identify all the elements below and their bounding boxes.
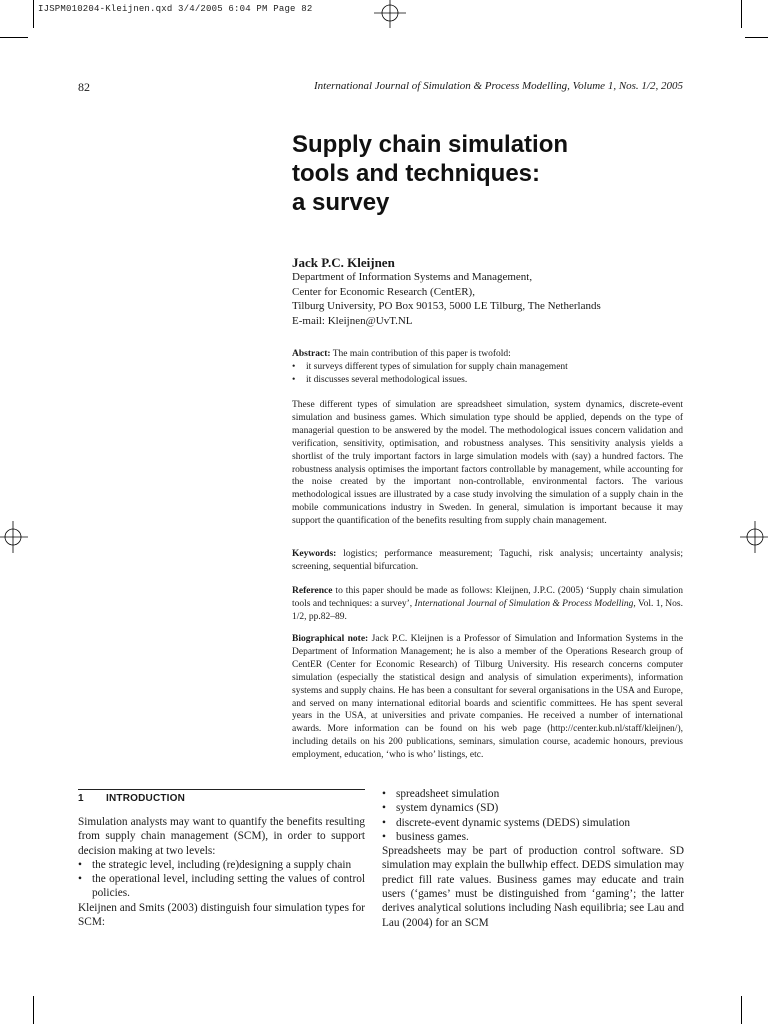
reference-note — [292, 585, 683, 624]
intro-paragraph-2: Kleijnen and Smits (2003) distinguish four simulation types for SCM: — [78, 901, 365, 929]
crop-mark-bottom-left-v — [33, 996, 34, 1024]
author-name: Jack P.C. Kleijnen — [292, 255, 395, 270]
keywords — [292, 548, 683, 574]
keywords-label: Keywords: — [292, 549, 337, 559]
crop-mark-top-right-h — [745, 37, 768, 38]
registration-mark-right-icon — [738, 517, 768, 557]
abstract-intro: The main contribution of this paper is twofold: — [330, 349, 511, 359]
reference-text-2: , Vol. 1, Nos. 1/2, pp.82–89. — [292, 598, 683, 622]
page-number: 82 — [78, 80, 90, 94]
author-affiliation-1: Department of Information Systems and Management, — [292, 271, 533, 283]
section-heading — [78, 793, 185, 804]
right-paragraph: Spreadsheets may be part of production control software. SD simulation may explain the bullwhip effect. DEDS simulation may predict fill rate values. Business games may educate and train users (‘games’ must be distinguished from ‘gaming’; the latter derives analytical solutions including Nash equilibria; see Lau and Lau (2004) for an SCM — [382, 845, 684, 929]
decision-levels-list — [78, 858, 365, 901]
reference-label: Reference — [292, 586, 333, 596]
simulation-types-list — [382, 787, 684, 844]
section-title: INTRODUCTION — [106, 793, 186, 804]
crop-mark-top-right-v — [741, 0, 742, 28]
title-line-1: Supply chain simulation — [292, 131, 569, 158]
registration-mark-top-icon — [370, 0, 410, 30]
list-item: • it discusses several methodological issues. — [292, 374, 683, 387]
list-item: • the operational level, including setting the values of control policies. — [78, 872, 365, 901]
section-rule — [78, 789, 365, 790]
bio-text: Jack P.C. Kleijnen is a Professor of Simulation and Information Systems in the Department of Information Management; he is also a member of the Operations Research group of CentER (Center for Economic Research) of Tilburg University. His research concerns computer simulation (especially the statistical design and analysis of simulation experiments), information systems and supply chains. He has been a consultant for several organisations in the USA and Europe, and served on many international editorial boards and scientific committees. He has spent several years in the USA, at universities and private companies. He received a number of international awards. More information can be found on his web page (http://center.kub.nl/staff/kleijnen/), including details on his 200 publications, seminars, simulation course, academic honours, previous employment, education, ‘who is who’ listings, etc. — [292, 634, 684, 761]
author-address: Tilburg University, PO Box 90153, 5000 LE Tilburg, The Netherlands — [292, 300, 601, 312]
running-header-journal: International Journal of Simulation & Process Modelling, Volume 1, Nos. 1/2, 2005 — [314, 80, 683, 92]
author-block — [292, 255, 712, 328]
abstract — [292, 348, 683, 387]
crop-mark-bottom-right-v — [741, 996, 742, 1024]
crop-mark-top-left-h — [0, 37, 28, 38]
right-column — [382, 787, 684, 930]
left-column — [78, 815, 365, 929]
crop-mark-top-left-v — [33, 0, 34, 28]
list-item: • discrete-event dynamic systems (DEDS) simulation — [382, 816, 684, 830]
author-affiliation-2: Center for Economic Research (CentER), — [292, 285, 475, 298]
abstract-label: Abstract: — [292, 349, 331, 359]
keywords-text: logistics; performance measurement; Taguchi, risk analysis; uncertainty analysis; screening, sequential bifurcation. — [292, 549, 683, 572]
bio-label: Biographical note: — [292, 634, 369, 644]
title-line-2: tools and techniques: — [292, 160, 541, 187]
paper-title — [292, 130, 712, 217]
reference-journal: International Journal of Simulation & Process Modelling — [414, 598, 634, 609]
abstract-bullets — [292, 361, 683, 387]
list-item: • spreadsheet simulation — [382, 787, 684, 801]
list-item: • business games. — [382, 830, 684, 844]
reference-text-1: to this paper should be made as follows: Kleijnen, J.P.C. (2005) ‘Supply chain simulation tools and techniques: a survey’, — [292, 586, 683, 609]
biographical-note — [292, 633, 683, 762]
section-number: 1 — [78, 793, 84, 804]
title-line-3: a survey — [292, 189, 390, 216]
list-item: • it surveys different types of simulation for supply chain management — [292, 361, 683, 374]
registration-mark-left-icon — [0, 517, 30, 557]
intro-paragraph-1: Simulation analysts may want to quantify the benefits resulting from supply chain management (SCM), in order to support decision making at two levels: — [78, 816, 365, 857]
abstract-body: These different types of simulation are spreadsheet simulation, system dynamics, discrete-event simulation and business games. Which simulation type should be applied, depends on the type of managerial question to be answered by the model. The methodological issues concern validation and verification, sensitivity, optimisation, and robustness analyses. This sensitivity analysis yields a shortlist of the truly important factors in large simulation models with (say) a hundred factors. The robustness analysis optimises the important factors controllable by management, while accounting for the noise created by the important non-controllable, environmental factors. The various methodological issues are illustrated by a case study involving the simulation of a supply chain in the mobile communications industry in Sweden. In general, simulation is important because it may support the quantification of the benefits resulting from supply chain management. — [292, 400, 683, 527]
printer-slug: IJSPM010204-Kleijnen.qxd 3/4/2005 6:04 PM Page 82 — [38, 4, 313, 14]
author-email: E-mail: Kleijnen@UvT.NL — [292, 314, 413, 327]
list-item: • the strategic level, including (re)designing a supply chain — [78, 858, 365, 872]
list-item: • system dynamics (SD) — [382, 801, 684, 815]
